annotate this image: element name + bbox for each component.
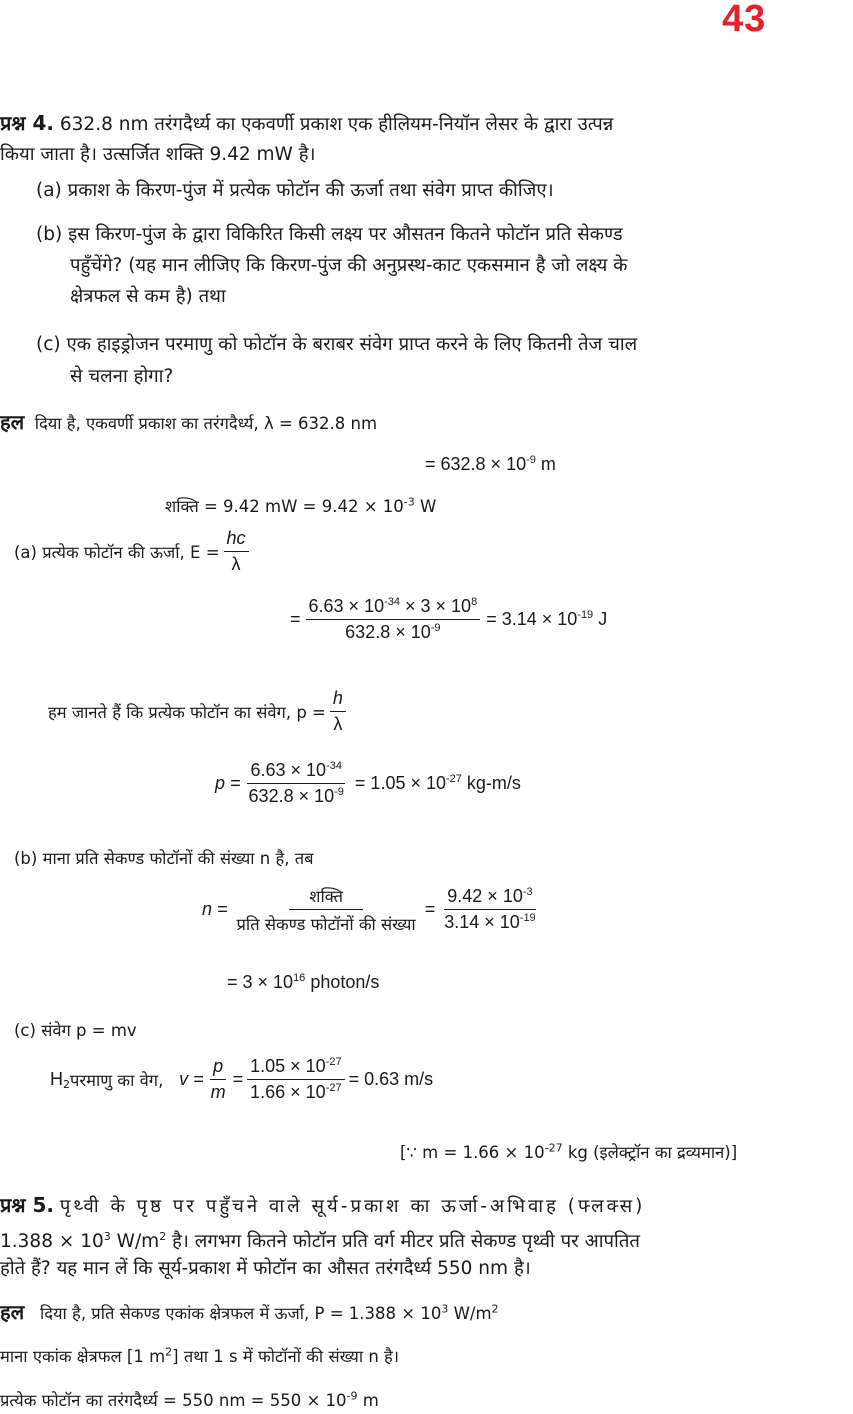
part-b-result: = $3 \times 10^{16}$ photon/s [227,972,380,992]
momentum-formula: हम जानते हैं कि प्रत्येक फोटॉन का संवेग, p = $\frac{h}{\lambda}$ [48,688,346,735]
page-number: 43 [722,0,767,40]
solution-4-given [0,408,377,435]
question-text: पृथ्वी के पृष्ठ पर पहुँचने वाले सूर्य-प्रकाश का ऊर्जा-अभिवाह (फ्लक्स) [59,1196,646,1217]
question-4-label: प्रश्न 4. [0,111,54,135]
part-c-velocity: H $_2$ परमाणु का वेग, v = $\frac{p}{m}$ = $\frac{1.05 \times 10^{-27}}{1.66 \times 10^{-27}}$ = 0.63 m/s [50,1056,434,1102]
part-text: एक हाइड्रोजन परमाणु को फोटॉन के बराबर संवेग प्राप्त करने के लिए कितनी तेज चाल [66,334,638,355]
part-c-momentum: (c) संवेग p = mv [14,1021,137,1040]
solution-label: हल [0,410,25,434]
question-5-line-1 [0,1190,645,1222]
solution-5-given: हल दिया है, प्रति सेकण्ड एकांक क्षेत्रफल में ऊर्जा, $P = 1.388 \times 10^3$ $W/m^2$ [0,1300,499,1324]
question-5-label: प्रश्न 5. [0,1193,54,1217]
question-text: 632.8 nm तरंगदैर्ध्य का एकवर्णी प्रकाश एक हीलियम-नियॉन लेसर के द्वारा उत्पन्न [59,114,614,135]
part-b-photon-count: n = $\frac{\text{शक्ति}}{\text{प्रति सेकण्ड फोटॉनों की संख्या}}$ = $\frac{9.42 \times 10^{-3}}{3.14 \times 10^{-19}}$ [202,886,536,934]
part-tag: (c) [36,334,61,355]
question-4-part-a [36,176,554,206]
question-4-line-1 [0,108,613,140]
part-a-energy-calc: = $\frac{6.63 \times 10^{-34} \times 3 \times 10^8}{632.8 \times 10^{-9}}$ = $3.14 \times 10^{-19}$ J [290,596,608,642]
part-b-intro: (b) माना प्रति सेकण्ड फोटॉनों की संख्या n है, तब [14,849,314,868]
part-a-energy-formula: (a) प्रत्येक फोटॉन की ऊर्जा, E = $\frac{hc}{\lambda}$ [14,528,249,575]
question-4-part-c [36,330,637,360]
question-5-line-3: होते हैं? यह मान लें कि सूर्य-प्रकाश में फोटॉन का औसत तरंगदैर्ध्य 550 nm है। [0,1258,531,1279]
question-4-line-2: किया जाता है। उत्सर्जित शक्ति 9.42 mW है। [0,144,316,165]
momentum-calc: p = $\frac{6.63 \times 10^{-34}}{632.8 \times 10^{-9}}$ = $1.05 \times 10^{-27}$ kg-m/s [215,760,521,806]
solution-5-assumption: माना एकांक क्षेत्रफल [1 $m^2$] तथा 1 s में फोटॉनों की संख्या n है। [0,1345,400,1366]
solution-5-wavelength: प्रत्येक फोटॉन का तरंगदैर्ध्य = 550 nm = $550 \times 10^{-9}$ m [0,1389,379,1410]
wavelength-meters: = $632.8 \times 10^{-9}$ m [425,454,556,474]
solution-label: हल [0,1300,25,1324]
power-value: शक्ति = 9.42 mW = $9.42 \times 10^{-3}$ W [165,495,437,516]
part-tag: (a) [36,180,62,201]
question-4-part-b-line-2: पहुँचेंगे? (यह मान लीजिए कि किरण-पुंज की अनुप्रस्थ-काट एकसमान है जो लक्ष्य के [70,255,628,276]
given-wavelength: दिया है, एकवर्णी प्रकाश का तरंगदैर्ध्य, λ = 632.8 nm [34,414,378,433]
part-tag: (b) [36,224,63,245]
question-4-part-b-line-3: क्षेत्रफल से कम है) तथा [70,286,226,307]
question-4-part-b [36,220,623,250]
part-text: इस किरण-पुंज के द्वारा विकिरित किसी लक्ष्य पर औसतन कितने फोटॉन प्रति सेकण्ड [68,224,623,245]
part-text: प्रकाश के किरण-पुंज में प्रत्येक फोटॉन की ऊर्जा तथा संवेग प्राप्त कीजिए। [67,180,554,201]
question-5-line-2: $1.388 \times 10^3$ $W/m^2$ है। लगभग कितने फोटॉन प्रति वर्ग मीटर प्रति सेकण्ड पृथ्वी पर आपतित [0,1230,640,1253]
mass-note: [∵ $m = 1.66 \times 10^{-27}$ kg (इलेक्ट्रॉन का द्रव्यमान)] [400,1141,738,1162]
question-4-part-c-line-2: से चलना होगा? [70,366,174,387]
